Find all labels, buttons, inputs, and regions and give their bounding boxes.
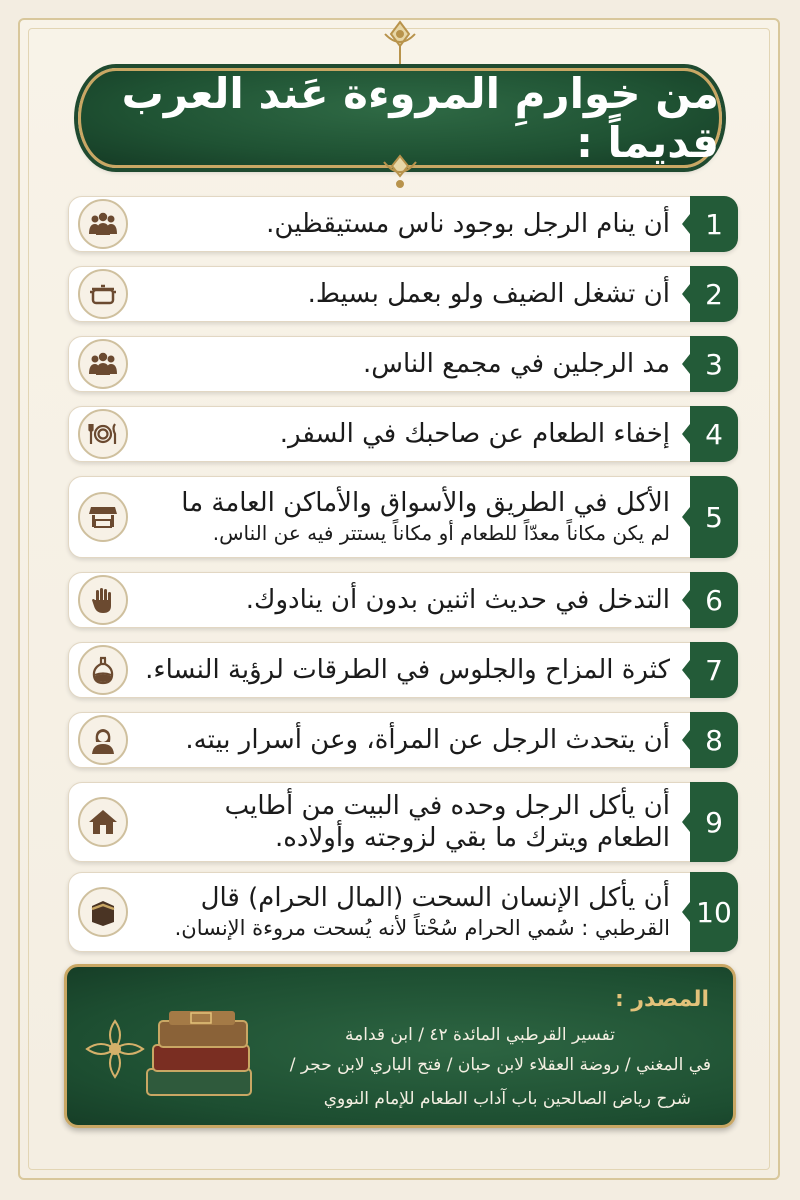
- ornament-bottom-icon: [378, 152, 422, 192]
- item-line: إخفاء الطعام عن صاحبك في السفر.: [279, 418, 670, 449]
- item-number-badge: 9: [690, 782, 738, 862]
- kaaba-icon: [78, 887, 128, 937]
- source-box: [64, 964, 736, 1128]
- item-line: أن يتحدث الرجل عن المرأة، وعن أسرار بيته.: [185, 724, 670, 755]
- woman-icon: [78, 715, 128, 765]
- people-icon: [78, 199, 128, 249]
- list-item: [68, 572, 738, 628]
- item-line: أن تشغل الضيف ولو بعمل بسيط.: [307, 278, 670, 309]
- item-number-badge: 8: [690, 712, 738, 768]
- source-label: المصدر :: [614, 987, 709, 1012]
- list-item: [68, 336, 738, 392]
- item-line: مد الرجلين في مجمع الناس.: [362, 348, 670, 379]
- list-item: [68, 712, 738, 768]
- books-icon: [139, 993, 259, 1105]
- item-line: أن ينام الرجل بوجود ناس مستيقظين.: [266, 208, 670, 239]
- plate-cutlery-icon: [78, 409, 128, 459]
- item-text: [142, 196, 670, 252]
- people-icon: [78, 339, 128, 389]
- item-number-badge: 5: [690, 476, 738, 558]
- hand-icon: [78, 575, 128, 625]
- list-item: [68, 782, 738, 862]
- item-text: [142, 712, 670, 768]
- item-line: التدخل في حديث اثنين بدون أن ينادوك.: [245, 584, 670, 615]
- item-text: [142, 336, 670, 392]
- market-stall-icon: [78, 492, 128, 542]
- list-item: [68, 196, 738, 252]
- item-text: [142, 476, 670, 558]
- item-text: [142, 572, 670, 628]
- item-line-secondary: القرطبي : سُمي الحرام سُحْتاً لأنه يُسحت مروءة الإنسان.: [174, 916, 670, 941]
- item-line: أن يأكل الإنسان السحت (المال الحرام) قال: [200, 882, 670, 913]
- item-text: [142, 266, 670, 322]
- item-text: [142, 406, 670, 462]
- item-number-badge: 4: [690, 406, 738, 462]
- item-text: [142, 782, 670, 862]
- house-icon: [78, 797, 128, 847]
- item-text: [142, 642, 670, 698]
- item-number-badge: 2: [690, 266, 738, 322]
- source-line: تفسير القرطبي المائدة ٤٢ / ابن قدامة: [345, 1025, 615, 1045]
- item-number-badge: 6: [690, 572, 738, 628]
- item-line-secondary: لم يكن مكاناً معدّاً للطعام أو مكاناً يستتر فيه عن الناس.: [212, 520, 670, 545]
- item-number-badge: 1: [690, 196, 738, 252]
- perfume-bottle-icon: [78, 645, 128, 695]
- source-line: شرح رياض الصالحين باب آداب الطعام للإمام النووي: [323, 1089, 691, 1109]
- list-item: [68, 266, 738, 322]
- item-number-badge: 10: [690, 872, 738, 952]
- page-title: من خوارمِ المروءة عَند العرب قديماً :: [121, 69, 719, 167]
- ornament-top-icon: [375, 18, 425, 68]
- item-line: كثرة المزاح والجلوس في الطرقات لرؤية النساء.: [145, 654, 670, 685]
- list-item: [68, 872, 738, 952]
- item-number-badge: 3: [690, 336, 738, 392]
- source-line: في المغني / روضة العقلاء لابن حبان / فتح الباري لابن حجر /: [289, 1055, 711, 1075]
- list-item: [68, 642, 738, 698]
- item-text: [142, 872, 670, 952]
- item-line: أن يأكل الرجل وحده في البيت من أطايب: [224, 790, 670, 821]
- list-item: [68, 406, 738, 462]
- item-number-badge: 7: [690, 642, 738, 698]
- item-line-secondary: الطعام ويترك ما بقي لزوجته وأولاده.: [275, 823, 670, 853]
- item-line: الأكل في الطريق والأسواق والأماكن العامة ما: [181, 488, 670, 519]
- list-item: [68, 476, 738, 558]
- cooking-pot-icon: [78, 269, 128, 319]
